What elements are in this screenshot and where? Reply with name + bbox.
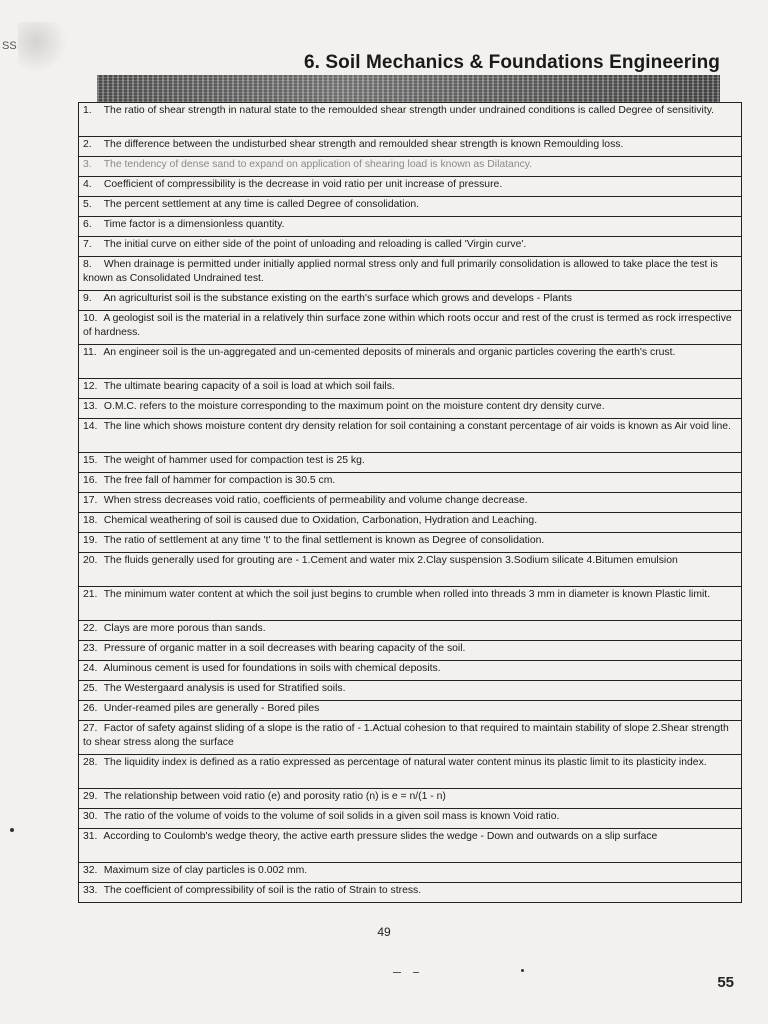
table-cell [79,553,742,587]
item-text: Under-reamed piles are generally - Bored piles [103,703,320,714]
table-cell [79,157,742,177]
item-text: An engineer soil is the un-aggregated and un-cemented deposits of minerals and organic particles covering the earth's crust. [103,347,676,358]
table-cell [79,641,742,661]
table-row [79,257,742,291]
table-cell [79,345,742,379]
item-number: 8. [83,259,92,270]
table-cell [79,493,742,513]
table-row [79,681,742,701]
table-cell [79,587,742,621]
item-text: The ultimate bearing capacity of a soil is load at which soil fails. [103,381,395,392]
table-cell [79,399,742,419]
table-row [79,103,742,137]
item-text: The initial curve on either side of the point of unloading and reloading is called 'Virgin curve'. [103,239,527,250]
item-number: 31. [83,831,98,842]
table-row [79,829,742,863]
table-row [79,177,742,197]
item-text: The free fall of hammer for compaction is 30.5 cm. [103,475,336,486]
table-row [79,721,742,755]
qa-table [78,102,742,903]
table-cell [79,681,742,701]
page-number: 49 [377,925,391,939]
item-number: 32. [83,865,98,876]
table-cell [79,809,742,829]
item-text: Maximum size of clay particles is 0.002 mm. [103,865,308,876]
item-number: 28. [83,757,98,768]
item-text: The tendency of dense sand to expand on application of shearing load is known as Dilatancy. [103,159,533,170]
item-number: 20. [83,555,98,566]
table-cell [79,701,742,721]
item-number: 24. [83,663,98,674]
item-number: 2. [83,139,92,150]
table-row [79,137,742,157]
item-text: When stress decreases void ratio, coefficients of permeability and volume change decrease. [103,495,528,506]
table-cell [79,197,742,217]
table-row [79,311,742,345]
scan-dot [10,828,14,832]
table-row [79,809,742,829]
item-text: Pressure of organic matter in a soil decreases with bearing capacity of the soil. [103,643,466,654]
table-cell [79,789,742,809]
table-cell [79,621,742,641]
item-number: 29. [83,791,98,802]
item-text: The ratio of the volume of voids to the volume of soil solids in a given soil mass is known Void ratio. [103,811,560,822]
table-row [79,755,742,789]
item-text: The weight of hammer used for compaction test is 25 kg. [103,455,365,466]
item-text: A geologist soil is the material in a relatively thin surface zone within which roots occur and rest of the crust is termed as rock irrespective of hardness. [83,313,732,338]
table-cell [79,257,742,291]
item-text: The relationship between void ratio (e) and porosity ratio (n) is e = n/(1 - n) [103,791,446,802]
table-cell [79,721,742,755]
table-row [79,345,742,379]
table-cell [79,533,742,553]
item-text: According to Coulomb's wedge theory, the active earth pressure slides the wedge - Down and outwards on a slip surface [103,831,658,842]
item-number: 1. [83,105,92,116]
table-row [79,157,742,177]
qa-table-body [79,103,742,903]
table-cell [79,311,742,345]
table-cell [79,863,742,883]
item-number: 21. [83,589,98,600]
scan-speckle [18,22,78,72]
table-cell [79,379,742,399]
item-text: The percent settlement at any time is called Degree of consolidation. [103,199,420,210]
item-number: 4. [83,179,92,190]
table-row [79,453,742,473]
item-number: 30. [83,811,98,822]
item-number: 14. [83,421,98,432]
table-cell [79,177,742,197]
scan-dash [413,972,419,973]
table-cell [79,291,742,311]
item-number: 5. [83,199,92,210]
item-text: Chemical weathering of soil is caused due to Oxidation, Carbonation, Hydration and Leaching. [103,515,538,526]
item-text: The ratio of shear strength in natural state to the remoulded shear strength under undrained conditions is called Degree of sensitivity. [103,105,715,116]
table-row [79,621,742,641]
table-cell [79,883,742,903]
table-row [79,701,742,721]
item-text: The line which shows moisture content dry density relation for soil containing a constant percentage of air voids is known as Air void line. [103,421,731,432]
item-text: The Westergaard analysis is used for Stratified soils. [103,683,346,694]
table-cell [79,237,742,257]
item-number: 10. [83,313,98,324]
table-row [79,641,742,661]
table-cell [79,661,742,681]
item-number: 9. [83,293,92,304]
item-number: 33. [83,885,98,896]
item-number: 25. [83,683,98,694]
table-row [79,493,742,513]
item-text: The fluids generally used for grouting are - 1.Cement and water mix 2.Clay suspension 3.Sodium silicate 4.Bitumen emulsion [103,555,678,566]
table-row [79,473,742,493]
item-text: An agriculturist soil is the substance existing on the earth's surface which grows and develops - Plants [103,293,572,304]
item-number: 19. [83,535,98,546]
table-row [79,883,742,903]
table-row [79,291,742,311]
item-text: O.M.C. refers to the moisture corresponding to the maximum point on the moisture content dry density curve. [103,401,605,412]
table-cell [79,217,742,237]
item-number: 16. [83,475,98,486]
item-text: Coefficient of compressibility is the decrease in void ratio per unit increase of pressure. [103,179,503,190]
table-row [79,379,742,399]
table-row [79,513,742,533]
corner-mark: SS [2,40,17,52]
item-number: 6. [83,219,92,230]
table-cell [79,453,742,473]
item-number: 22. [83,623,98,634]
item-number: 13. [83,401,98,412]
item-text: The difference between the undisturbed shear strength and remoulded shear strength is known Remoulding loss. [103,139,624,150]
item-number: 27. [83,723,98,734]
item-number: 12. [83,381,98,392]
scan-dot [521,969,524,972]
item-number: 26. [83,703,98,714]
item-text: The minimum water content at which the soil just begins to crumble when rolled into threads 3 mm in diameter is known Plastic limit. [103,589,711,600]
table-row [79,863,742,883]
item-text: Time factor is a dimensionless quantity. [103,219,285,230]
scan-dash [393,972,401,973]
item-number: 11. [83,347,97,358]
item-number: 3. [83,159,92,170]
item-text: The ratio of settlement at any time 't' to the final settlement is known as Degree of consolidation. [103,535,545,546]
header-band [97,75,720,102]
item-text: Aluminous cement is used for foundations in soils with chemical deposits. [103,663,441,674]
item-number: 18. [83,515,98,526]
table-row [79,661,742,681]
item-number: 15. [83,455,98,466]
table-row [79,217,742,237]
table-row [79,553,742,587]
table-row [79,789,742,809]
table-cell [79,103,742,137]
table-cell [79,419,742,453]
table-cell [79,513,742,533]
table-row [79,533,742,553]
table-cell [79,473,742,493]
page-title: 6. Soil Mechanics & Foundations Engineering [303,52,720,73]
table-row [79,197,742,217]
table-cell [79,829,742,863]
table-row [79,419,742,453]
corner-page-number: 55 [717,974,734,991]
table-cell [79,755,742,789]
item-number: 23. [83,643,98,654]
item-text: Factor of safety against sliding of a slope is the ratio of - 1.Actual cohesion to that required to maintain stability of slope 2.Shear strength to shear stress along the surface [83,723,729,748]
table-row [79,587,742,621]
item-text: The coefficient of compressibility of soil is the ratio of Strain to stress. [103,885,422,896]
item-text: When drainage is permitted under initially applied normal stress only and full primarily consolidation is allowed to take place the test is known as Consolidated Undrained test. [83,259,718,284]
item-text: The liquidity index is defined as a ratio expressed as percentage of natural water content minus its plastic limit to its plasticity index. [103,757,707,768]
item-number: 7. [83,239,92,250]
table-row [79,399,742,419]
item-text: Clays are more porous than sands. [103,623,266,634]
table-cell [79,137,742,157]
item-number: 17. [83,495,98,506]
table-row [79,237,742,257]
